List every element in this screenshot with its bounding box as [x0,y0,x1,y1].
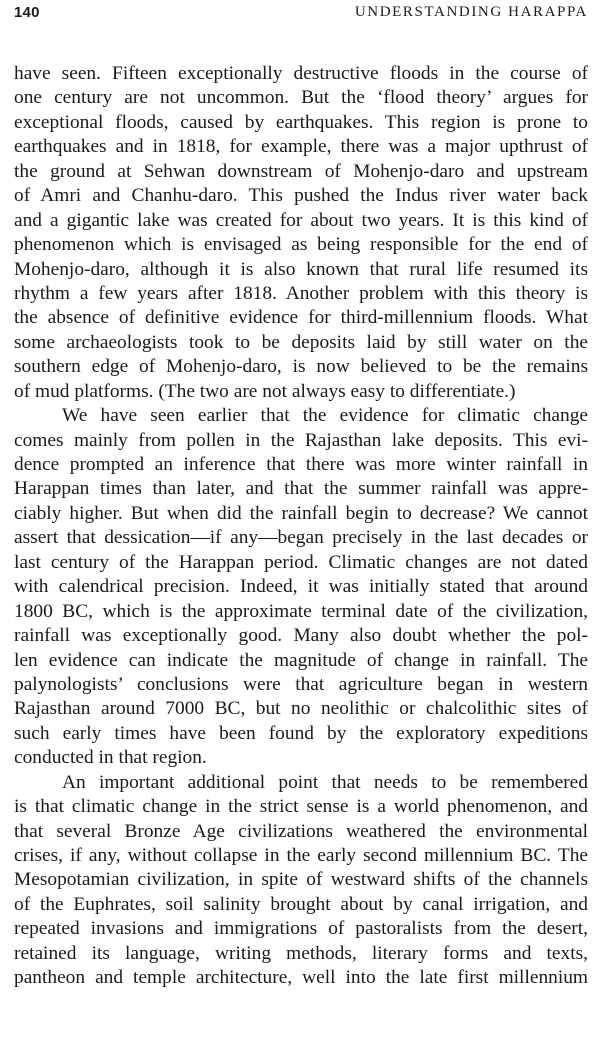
text-line: len evidence can indicate the magnitude of change in rainfall. The [14,649,588,671]
text-line: assert that dessication—if any—began precisely in the last decades or [14,527,588,549]
body-text [14,62,588,991]
text-line: southern edge of Mohenjo-daro, is now believed to be the remains [14,356,588,378]
text-line: conducted in that region. [14,747,207,769]
text-line: last century of the Harappan period. Climatic changes are not dated [14,551,588,573]
text-line: of mud platforms. (The two are not always easy to differentiate.) [14,380,516,402]
text-line: of the Euphrates, soil salinity brought about by canal irrigation, and [14,893,588,915]
text-line: repeated invasions and immigrations of pastoralists from the desert, [14,918,588,940]
text-line: one century are not uncommon. But the ‘flood theory’ argues for [14,87,588,109]
text-line: rhythm a few years after 1818. Another problem with this theory is [14,282,588,304]
text-line: dence prompted an inference that there was more winter rainfall in [14,454,588,475]
text-line: that several Bronze Age civilizations weathered the environmental [14,820,588,842]
text-line: and a gigantic lake was created for about two years. It is this kind of [14,209,588,231]
text-line: retained its language, writing methods, literary forms and texts, [14,942,588,964]
text-line: some archaeologists took to be deposits laid by still water on the [14,331,588,353]
text-line: We have seen earlier that the evidence for climatic change [62,405,588,427]
text-line: phenomenon which is envisaged as being responsible for the end of [14,234,588,256]
text-line: earthquakes and in 1818, for example, there was a major upthrust of [14,136,588,158]
text-line: Harappan times than later, and that the summer rainfall was appre- [14,478,588,500]
page-number: 140 [14,4,40,21]
text-line: such early times have been found by the exploratory expeditions [14,722,588,744]
text-line: of Amri and Chanhu-daro. This pushed the Indus river water back [14,185,588,207]
text-line: is that climatic change in the strict sense is a world phenomenon, and [14,796,588,818]
text-line: Rajasthan around 7000 BC, but no neolithic or chalcolithic sites of [14,698,588,720]
text-line: the absence of definitive evidence for third-millennium floods. What [14,307,588,329]
text-line: Mohenjo-daro, although it is also known that rural life resumed its [14,258,588,280]
text-line: the ground at Sehwan downstream of Mohenjo-daro and upstream [14,160,588,182]
text-line: pantheon and temple architecture, well into the late first millennium [14,967,588,989]
text-line: 1800 BC, which is the approximate terminal date of the civilization, [14,600,588,622]
text-line: rainfall was exceptionally good. Many also doubt whether the pol- [14,625,588,647]
text-line: exceptional floods, caused by earthquakes. This region is prone to [14,111,588,133]
text-line: palynologists’ conclusions were that agriculture began in western [14,673,588,695]
running-title: UNDERSTANDING HARAPPA [354,4,588,20]
text-line: ciably higher. But when did the rainfall begin to decrease? We cannot [14,502,588,524]
text-line: have seen. Fifteen exceptionally destructive floods in the course of [14,63,588,84]
text-line: An important additional point that needs to be remembered [62,771,588,793]
running-head [12,4,588,30]
text-line: crises, if any, without collapse in the early second millennium BC. The [14,845,588,866]
text-line: Mesopotamian civilization, in spite of westward shifts of the channels [14,869,588,891]
text-line: with calendrical precision. Indeed, it was initially stated that around [14,576,588,598]
text-line: comes mainly from pollen in the Rajasthan lake deposits. This evi- [14,429,588,451]
